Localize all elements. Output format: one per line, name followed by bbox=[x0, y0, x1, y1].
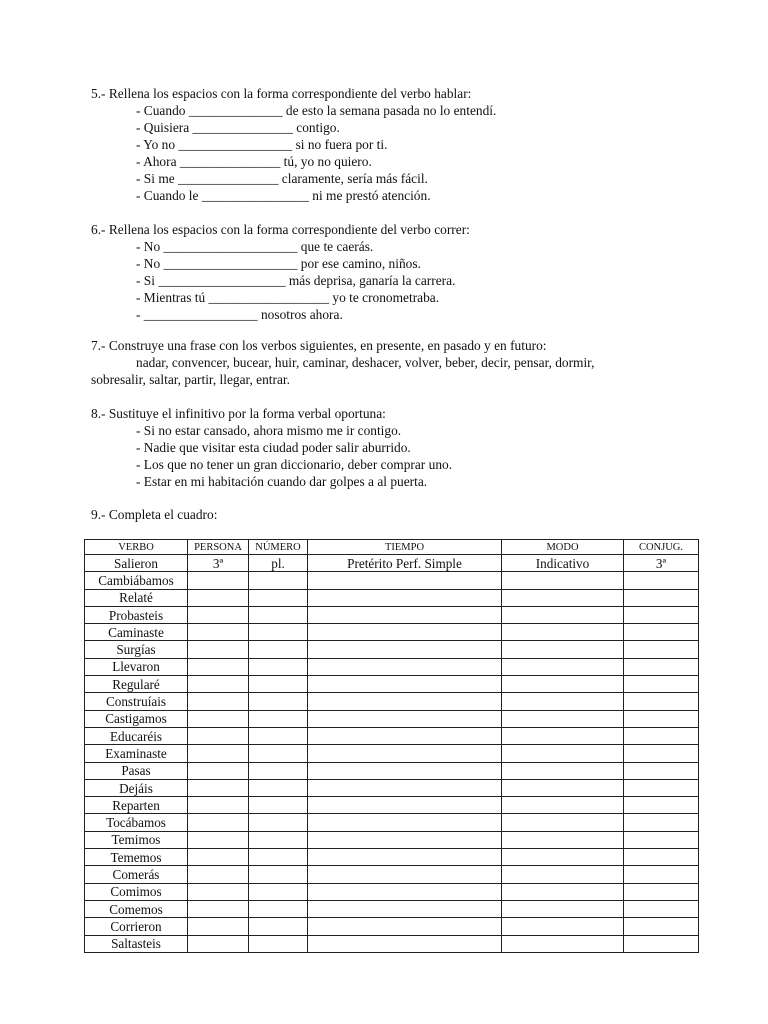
verb-cell: Cambiábamos bbox=[85, 572, 188, 589]
table-row bbox=[85, 831, 699, 848]
verb-cell: Tememos bbox=[85, 849, 188, 866]
blank-tiempo-cell[interactable] bbox=[308, 797, 502, 814]
table-row bbox=[85, 849, 699, 866]
blank-modo-cell[interactable] bbox=[502, 814, 624, 831]
verb-cell: Comerás bbox=[85, 866, 188, 883]
exercise-5-item: - Si me _______________ claramente, sería más fácil. bbox=[136, 171, 428, 186]
blank-numero-cell[interactable] bbox=[249, 624, 308, 641]
verb-cell: Llevaron bbox=[85, 658, 188, 675]
exercise-8 bbox=[91, 405, 452, 490]
blank-persona-cell[interactable] bbox=[188, 797, 249, 814]
table-row bbox=[85, 797, 699, 814]
blank-numero-cell[interactable] bbox=[249, 693, 308, 710]
exercise-5-item: - Yo no _________________ si no fuera por ti. bbox=[136, 137, 388, 152]
blank-numero-cell[interactable] bbox=[249, 641, 308, 658]
table-row bbox=[85, 918, 699, 935]
example-tiempo: Pretérito Perf. Simple bbox=[308, 555, 502, 572]
blank-modo-cell[interactable] bbox=[502, 710, 624, 727]
blank-persona-cell[interactable] bbox=[188, 641, 249, 658]
blank-tiempo-cell[interactable] bbox=[308, 589, 502, 606]
exercise-5-item: - Cuando le ________________ ni me prestó atención. bbox=[136, 188, 431, 203]
verb-cell: Educaréis bbox=[85, 727, 188, 744]
table-row bbox=[85, 676, 699, 693]
blank-persona-cell[interactable] bbox=[188, 693, 249, 710]
blank-tiempo-cell[interactable] bbox=[308, 624, 502, 641]
verb-cell: Caminaste bbox=[85, 624, 188, 641]
blank-conjug-cell[interactable] bbox=[624, 831, 699, 848]
blank-conjug-cell[interactable] bbox=[624, 572, 699, 589]
blank-modo-cell[interactable] bbox=[502, 866, 624, 883]
exercise-6-item: - _________________ nosotros ahora. bbox=[136, 307, 343, 322]
blank-persona-cell[interactable] bbox=[188, 572, 249, 589]
blank-tiempo-cell[interactable] bbox=[308, 710, 502, 727]
blank-tiempo-cell[interactable] bbox=[308, 693, 502, 710]
header-modo: MODO bbox=[502, 540, 624, 555]
exercise-8-item: - Si no estar cansado, ahora mismo me ir contigo. bbox=[136, 423, 402, 438]
blank-conjug-cell[interactable] bbox=[624, 641, 699, 658]
table-row bbox=[85, 745, 699, 762]
exercise-8-heading: 8.- Sustituye el infinitivo por la forma verbal oportuna: bbox=[91, 406, 386, 421]
blank-conjug-cell[interactable] bbox=[624, 900, 699, 917]
blank-conjug-cell[interactable] bbox=[624, 658, 699, 675]
exercise-5-heading: 5.- Rellena los espacios con la forma correspondiente del verbo hablar: bbox=[91, 86, 472, 101]
blank-persona-cell[interactable] bbox=[188, 745, 249, 762]
blank-conjug-cell[interactable] bbox=[624, 762, 699, 779]
blank-tiempo-cell[interactable] bbox=[308, 762, 502, 779]
blank-persona-cell[interactable] bbox=[188, 900, 249, 917]
exercise-5-item: - Cuando ______________ de esto la semana pasada no lo entendí. bbox=[136, 103, 497, 118]
table-header-row bbox=[85, 540, 699, 555]
blank-tiempo-cell[interactable] bbox=[308, 779, 502, 796]
blank-modo-cell[interactable] bbox=[502, 658, 624, 675]
exercise-5 bbox=[91, 85, 496, 204]
verb-cell: Dejáis bbox=[85, 779, 188, 796]
header-numero: NÚMERO bbox=[249, 540, 308, 555]
blank-modo-cell[interactable] bbox=[502, 883, 624, 900]
blank-numero-cell[interactable] bbox=[249, 572, 308, 589]
blank-numero-cell[interactable] bbox=[249, 676, 308, 693]
blank-persona-cell[interactable] bbox=[188, 849, 249, 866]
blank-conjug-cell[interactable] bbox=[624, 779, 699, 796]
table-row bbox=[85, 727, 699, 744]
blank-modo-cell[interactable] bbox=[502, 589, 624, 606]
table-row bbox=[85, 814, 699, 831]
verb-cell: Probasteis bbox=[85, 606, 188, 623]
blank-numero-cell[interactable] bbox=[249, 779, 308, 796]
exercise-6-item: - No ____________________ por ese camino, niños. bbox=[136, 256, 421, 271]
blank-modo-cell[interactable] bbox=[502, 831, 624, 848]
table-row bbox=[85, 883, 699, 900]
blank-modo-cell[interactable] bbox=[502, 745, 624, 762]
table-row bbox=[85, 572, 699, 589]
exercise-8-item: - Los que no tener un gran diccionario, deber comprar uno. bbox=[136, 457, 453, 472]
blank-numero-cell[interactable] bbox=[249, 918, 308, 935]
verb-cell: Reparten bbox=[85, 797, 188, 814]
verb-cell: Regularé bbox=[85, 676, 188, 693]
blank-numero-cell[interactable] bbox=[249, 658, 308, 675]
blank-numero-cell[interactable] bbox=[249, 935, 308, 952]
verb-cell: Construíais bbox=[85, 693, 188, 710]
blank-persona-cell[interactable] bbox=[188, 935, 249, 952]
blank-persona-cell[interactable] bbox=[188, 762, 249, 779]
blank-modo-cell[interactable] bbox=[502, 762, 624, 779]
blank-conjug-cell[interactable] bbox=[624, 935, 699, 952]
table-row bbox=[85, 606, 699, 623]
blank-numero-cell[interactable] bbox=[249, 710, 308, 727]
verb-cell: Tocábamos bbox=[85, 814, 188, 831]
blank-modo-cell[interactable] bbox=[502, 935, 624, 952]
blank-persona-cell[interactable] bbox=[188, 866, 249, 883]
blank-tiempo-cell[interactable] bbox=[308, 831, 502, 848]
table-row bbox=[85, 658, 699, 675]
blank-persona-cell[interactable] bbox=[188, 589, 249, 606]
blank-modo-cell[interactable] bbox=[502, 797, 624, 814]
table-row bbox=[85, 693, 699, 710]
blank-modo-cell[interactable] bbox=[502, 676, 624, 693]
blank-conjug-cell[interactable] bbox=[624, 883, 699, 900]
blank-numero-cell[interactable] bbox=[249, 797, 308, 814]
example-persona: 3ª bbox=[188, 555, 249, 572]
blank-numero-cell[interactable] bbox=[249, 814, 308, 831]
verb-cell: Examinaste bbox=[85, 745, 188, 762]
verb-cell: Saltasteis bbox=[85, 935, 188, 952]
blank-tiempo-cell[interactable] bbox=[308, 676, 502, 693]
exercise-7-verb-list: nadar, convencer, bucear, huir, caminar, deshacer, volver, beber, decir, pensar, dormir, bbox=[136, 355, 595, 370]
blank-tiempo-cell[interactable] bbox=[308, 572, 502, 589]
blank-modo-cell[interactable] bbox=[502, 918, 624, 935]
blank-tiempo-cell[interactable] bbox=[308, 900, 502, 917]
blank-persona-cell[interactable] bbox=[188, 831, 249, 848]
blank-tiempo-cell[interactable] bbox=[308, 658, 502, 675]
example-conjug: 3ª bbox=[624, 555, 699, 572]
verb-cell: Comemos bbox=[85, 900, 188, 917]
blank-numero-cell[interactable] bbox=[249, 866, 308, 883]
verb-cell: Surgías bbox=[85, 641, 188, 658]
blank-numero-cell[interactable] bbox=[249, 762, 308, 779]
exercise-6-item: - Si ___________________ más deprisa, ganaría la carrera. bbox=[136, 273, 456, 288]
header-persona: PERSONA bbox=[188, 540, 249, 555]
verb-cell: Pasas bbox=[85, 762, 188, 779]
exercise-6-item: - Mientras tú __________________ yo te cronometraba. bbox=[136, 290, 440, 305]
verb-cell: Castigamos bbox=[85, 710, 188, 727]
blank-numero-cell[interactable] bbox=[249, 883, 308, 900]
header-conjug: CONJUG. bbox=[624, 540, 699, 555]
blank-persona-cell[interactable] bbox=[188, 624, 249, 641]
blank-conjug-cell[interactable] bbox=[624, 849, 699, 866]
blank-persona-cell[interactable] bbox=[188, 918, 249, 935]
blank-persona-cell[interactable] bbox=[188, 814, 249, 831]
blank-numero-cell[interactable] bbox=[249, 606, 308, 623]
blank-tiempo-cell[interactable] bbox=[308, 935, 502, 952]
blank-tiempo-cell[interactable] bbox=[308, 727, 502, 744]
blank-numero-cell[interactable] bbox=[249, 589, 308, 606]
blank-persona-cell[interactable] bbox=[188, 606, 249, 623]
blank-tiempo-cell[interactable] bbox=[308, 849, 502, 866]
blank-tiempo-cell[interactable] bbox=[308, 745, 502, 762]
exercise-5-item: - Quisiera _______________ contigo. bbox=[136, 120, 340, 135]
table-row bbox=[85, 624, 699, 641]
blank-conjug-cell[interactable] bbox=[624, 693, 699, 710]
exercise-7-heading: 7.- Construye una frase con los verbos siguientes, en presente, en pasado y en futuro: bbox=[91, 338, 547, 353]
blank-modo-cell[interactable] bbox=[502, 572, 624, 589]
blank-persona-cell[interactable] bbox=[188, 658, 249, 675]
blank-numero-cell[interactable] bbox=[249, 831, 308, 848]
example-verbo: Salieron bbox=[85, 555, 188, 572]
blank-tiempo-cell[interactable] bbox=[308, 814, 502, 831]
blank-numero-cell[interactable] bbox=[249, 900, 308, 917]
blank-tiempo-cell[interactable] bbox=[308, 918, 502, 935]
blank-conjug-cell[interactable] bbox=[624, 797, 699, 814]
blank-tiempo-cell[interactable] bbox=[308, 866, 502, 883]
table-row bbox=[85, 779, 699, 796]
header-verbo: VERBO bbox=[85, 540, 188, 555]
table-row bbox=[85, 589, 699, 606]
table-row bbox=[85, 935, 699, 952]
blank-persona-cell[interactable] bbox=[188, 710, 249, 727]
table-row bbox=[85, 641, 699, 658]
blank-modo-cell[interactable] bbox=[502, 849, 624, 866]
exercise-7 bbox=[91, 337, 594, 388]
exercise-6-heading: 6.- Rellena los espacios con la forma correspondiente del verbo correr: bbox=[91, 222, 470, 237]
blank-conjug-cell[interactable] bbox=[624, 589, 699, 606]
verb-conjugation-table bbox=[84, 539, 699, 953]
table-row bbox=[85, 900, 699, 917]
verb-cell: Corrieron bbox=[85, 918, 188, 935]
blank-tiempo-cell[interactable] bbox=[308, 883, 502, 900]
exercise-6-item: - No ____________________ que te caerás. bbox=[136, 239, 374, 254]
blank-persona-cell[interactable] bbox=[188, 883, 249, 900]
blank-tiempo-cell[interactable] bbox=[308, 641, 502, 658]
exercise-6 bbox=[91, 221, 470, 323]
exercise-9-heading: 9.- Completa el cuadro: bbox=[91, 507, 218, 522]
blank-modo-cell[interactable] bbox=[502, 693, 624, 710]
blank-tiempo-cell[interactable] bbox=[308, 606, 502, 623]
exercise-5-item: - Ahora _______________ tú, yo no quiero. bbox=[136, 154, 372, 169]
exercise-7-verb-list-cont: sobresalir, saltar, partir, llegar, entrar. bbox=[91, 372, 291, 387]
blank-conjug-cell[interactable] bbox=[624, 918, 699, 935]
example-row bbox=[85, 555, 699, 572]
blank-persona-cell[interactable] bbox=[188, 727, 249, 744]
header-tiempo: TIEMPO bbox=[308, 540, 502, 555]
example-modo: Indicativo bbox=[502, 555, 624, 572]
table-row bbox=[85, 710, 699, 727]
blank-modo-cell[interactable] bbox=[502, 606, 624, 623]
exercise-8-item: - Estar en mi habitación cuando dar golpes a al puerta. bbox=[136, 474, 428, 489]
blank-persona-cell[interactable] bbox=[188, 779, 249, 796]
blank-modo-cell[interactable] bbox=[502, 641, 624, 658]
blank-conjug-cell[interactable] bbox=[624, 814, 699, 831]
blank-numero-cell[interactable] bbox=[249, 745, 308, 762]
blank-conjug-cell[interactable] bbox=[624, 710, 699, 727]
blank-persona-cell[interactable] bbox=[188, 676, 249, 693]
blank-numero-cell[interactable] bbox=[249, 727, 308, 744]
verb-cell: Comimos bbox=[85, 883, 188, 900]
verb-cell: Relaté bbox=[85, 589, 188, 606]
blank-conjug-cell[interactable] bbox=[624, 676, 699, 693]
blank-modo-cell[interactable] bbox=[502, 624, 624, 641]
blank-modo-cell[interactable] bbox=[502, 727, 624, 744]
verb-cell: Temimos bbox=[85, 831, 188, 848]
table-row bbox=[85, 762, 699, 779]
blank-numero-cell[interactable] bbox=[249, 849, 308, 866]
example-numero: pl. bbox=[249, 555, 308, 572]
blank-conjug-cell[interactable] bbox=[624, 727, 699, 744]
exercise-8-item: - Nadie que visitar esta ciudad poder salir aburrido. bbox=[136, 440, 411, 455]
blank-conjug-cell[interactable] bbox=[624, 866, 699, 883]
blank-conjug-cell[interactable] bbox=[624, 606, 699, 623]
blank-conjug-cell[interactable] bbox=[624, 624, 699, 641]
blank-modo-cell[interactable] bbox=[502, 779, 624, 796]
exercise-9 bbox=[91, 506, 217, 523]
table-row bbox=[85, 866, 699, 883]
blank-modo-cell[interactable] bbox=[502, 900, 624, 917]
blank-conjug-cell[interactable] bbox=[624, 745, 699, 762]
